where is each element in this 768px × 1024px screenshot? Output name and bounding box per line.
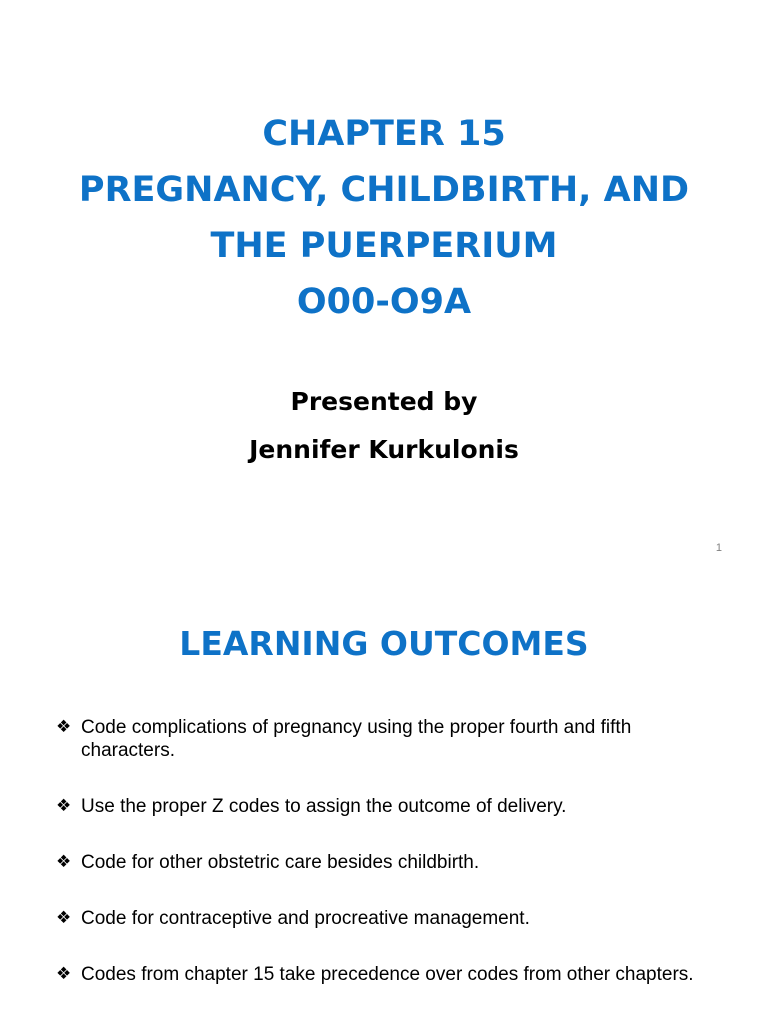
list-item-text: Codes from chapter 15 take precedence over codes from other chapters. — [81, 964, 694, 985]
diamond-bullet-icon: ❖ — [56, 717, 72, 737]
list-item-text: Use the proper Z codes to assign the outcome of delivery. — [81, 796, 567, 817]
slide-title — [0, 106, 768, 330]
presented-by-label: Presented by — [290, 387, 478, 416]
list-item-text: Code complications of pregnancy using the proper fourth and fifth characters. — [81, 717, 632, 761]
list-item — [56, 716, 726, 762]
outcomes-list — [56, 716, 726, 1019]
diamond-bullet-icon: ❖ — [56, 852, 72, 872]
title-line-code-range: O00-O9A — [296, 282, 472, 322]
diamond-bullet-icon: ❖ — [56, 964, 72, 984]
diamond-bullet-icon: ❖ — [56, 908, 72, 928]
list-item-text: Code for other obstetric care besides childbirth. — [81, 852, 480, 873]
list-item — [56, 851, 726, 874]
slide-number: 1 — [715, 542, 722, 554]
learning-outcomes-slide — [0, 576, 768, 1024]
outcomes-title: LEARNING OUTCOMES — [179, 624, 589, 663]
title-line-chapter: CHAPTER 15 — [262, 114, 506, 154]
title-line-topic-cont: THE PUERPERIUM — [210, 226, 558, 266]
presenter-block — [0, 378, 768, 474]
list-item — [56, 795, 726, 818]
presenter-name: Jennifer Kurkulonis — [249, 435, 519, 464]
list-item — [56, 963, 726, 986]
list-item — [56, 907, 726, 930]
diamond-bullet-icon: ❖ — [56, 796, 72, 816]
title-line-topic: PREGNANCY, CHILDBIRTH, AND — [78, 170, 690, 210]
list-item-text: Code for contraceptive and procreative management. — [81, 908, 530, 929]
